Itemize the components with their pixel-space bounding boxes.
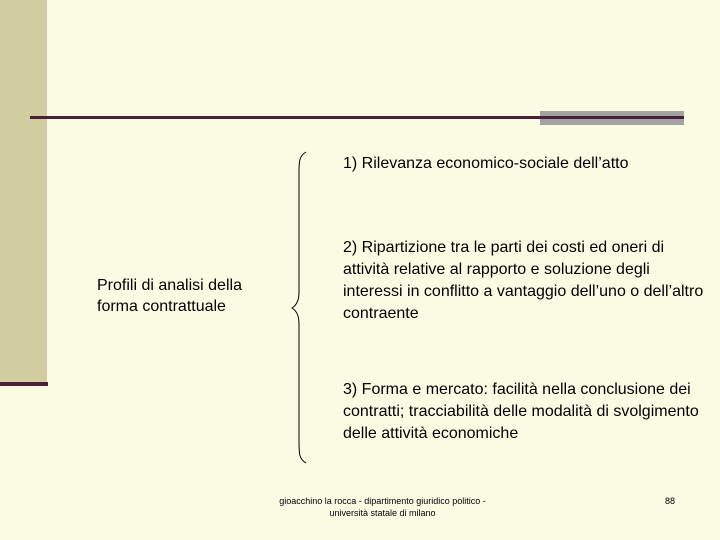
- page-number: 88: [664, 496, 675, 506]
- title-rule-accent: [540, 111, 684, 125]
- curly-brace: [290, 150, 320, 465]
- list-item-1: 1) Rilevanza economico-sociale dell’atto: [343, 155, 629, 172]
- left-label: Profili di analisi della forma contrattuale: [97, 277, 242, 315]
- list-item-3: 3) Forma e mercato: facilità nella conclusione dei contratti; tracciabilità delle modalità di svolgimento delle attività economiche: [343, 381, 699, 442]
- title-rule: [30, 116, 544, 119]
- footer-text: gioacchino la rocca - dipartimento giuridico politico - università statale di milano: [279, 496, 486, 518]
- sidebar-band: [0, 0, 47, 383]
- sidebar-underline: [0, 382, 48, 386]
- list-item-2: 2) Ripartizione tra le parti dei costi ed oneri di attività relative al rapporto e soluzione degli interessi in conflitto a vantaggio dell’uno o dell’altro contraente: [343, 239, 704, 322]
